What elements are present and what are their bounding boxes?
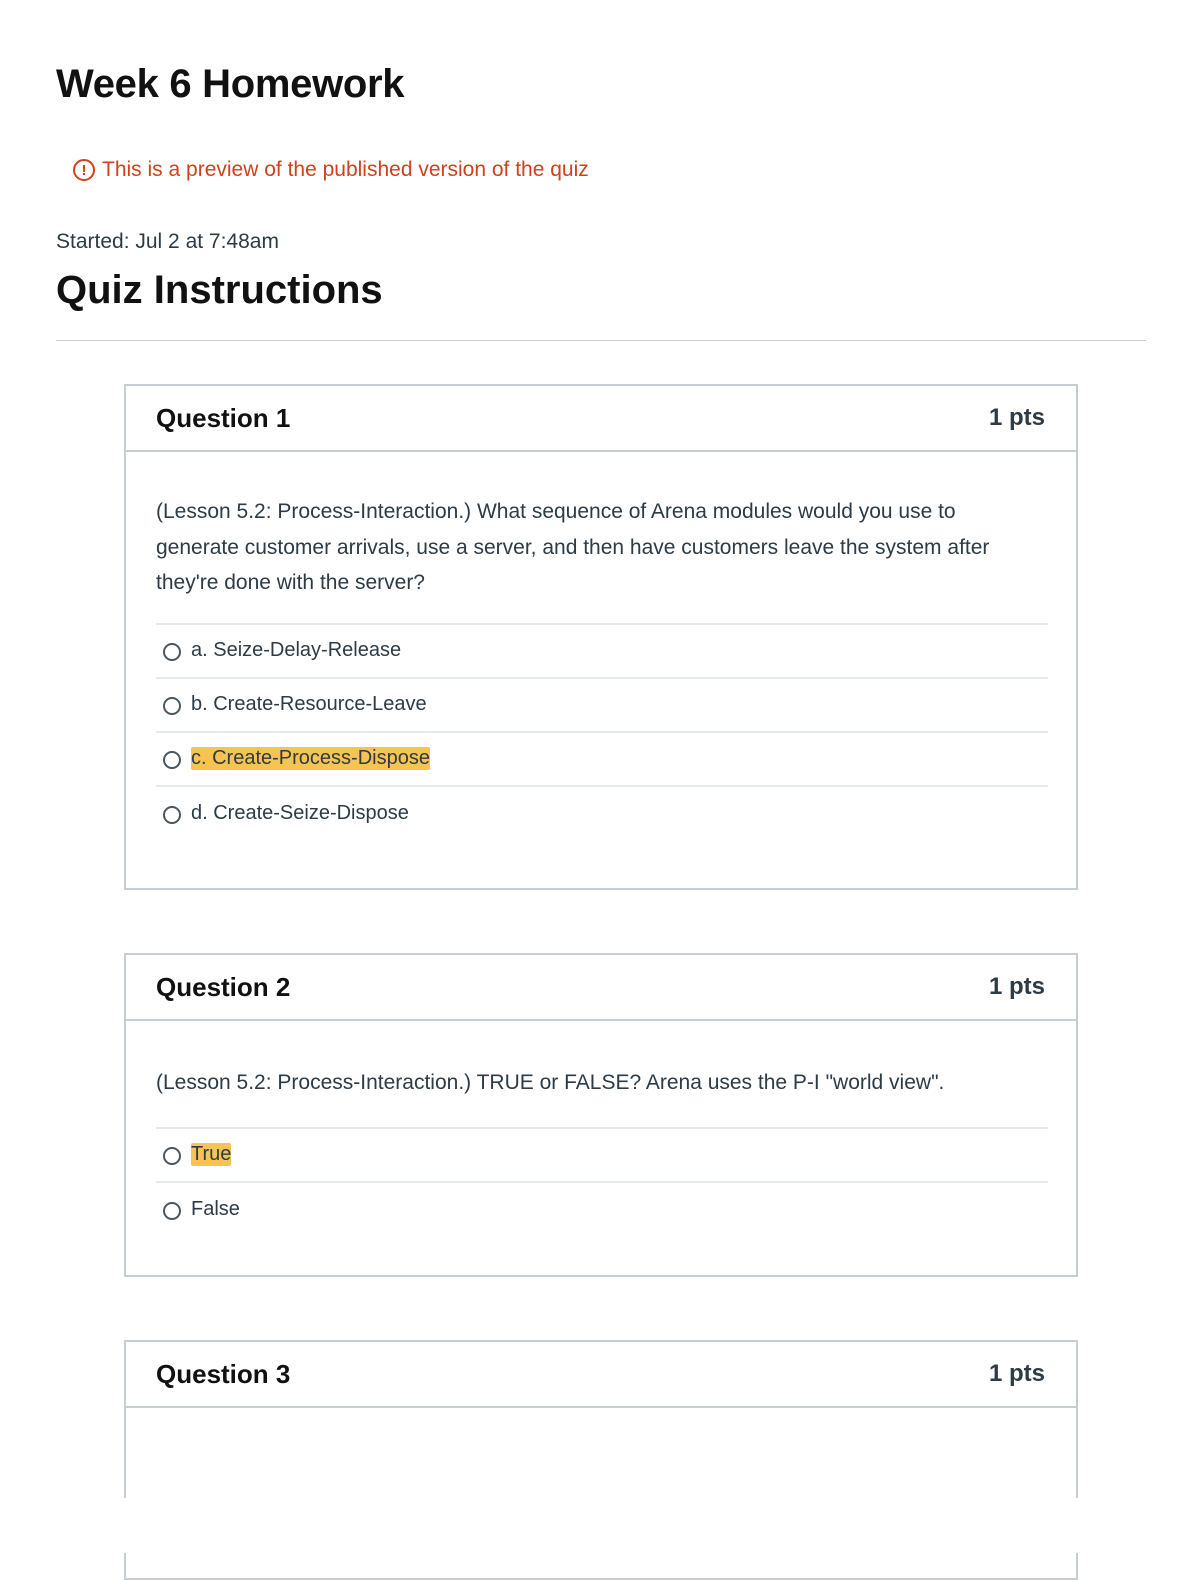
answer-list bbox=[156, 623, 1048, 841]
radio-button-icon[interactable] bbox=[163, 1147, 181, 1165]
question-points: 1 pts bbox=[988, 404, 1045, 431]
answer-option-false[interactable] bbox=[156, 1183, 1048, 1237]
question-body bbox=[126, 452, 1076, 841]
started-timestamp: Started: Jul 2 at 7:48am bbox=[56, 230, 279, 253]
answer-option-a[interactable] bbox=[156, 625, 1048, 679]
answer-label: b. Create-Resource-Leave bbox=[191, 693, 427, 715]
question-header bbox=[126, 1342, 1076, 1408]
answer-option-c[interactable] bbox=[156, 733, 1048, 787]
question-points: 1 pts bbox=[988, 973, 1045, 1000]
preview-notice-text: This is a preview of the published version of the quiz bbox=[102, 158, 589, 181]
question-points: 1 pts bbox=[988, 1360, 1045, 1387]
answer-label-highlighted: c. Create-Process-Dispose bbox=[191, 747, 430, 769]
question-2 bbox=[124, 953, 1078, 1277]
alert-circle-icon: ! bbox=[73, 159, 95, 181]
radio-button-icon[interactable] bbox=[163, 697, 181, 715]
answer-label-highlighted: True bbox=[191, 1143, 232, 1165]
radio-button-icon[interactable] bbox=[163, 643, 181, 661]
divider bbox=[56, 340, 1146, 341]
question-header bbox=[126, 955, 1076, 1021]
answer-option-true[interactable] bbox=[156, 1129, 1048, 1183]
question-text: (Lesson 5.2: Process-Interaction.) TRUE or FALSE? Arena uses the P-I "world view". bbox=[156, 1071, 945, 1094]
answer-label: d. Create-Seize-Dispose bbox=[191, 802, 409, 824]
question-title: Question 2 bbox=[156, 971, 291, 1002]
question-header bbox=[126, 386, 1076, 452]
answer-label: False bbox=[191, 1198, 240, 1220]
answer-option-d[interactable] bbox=[156, 787, 1048, 841]
question-body bbox=[126, 1021, 1076, 1237]
answer-list bbox=[156, 1127, 1048, 1237]
question-title: Question 3 bbox=[156, 1358, 291, 1389]
page-bottom-margin bbox=[0, 1498, 1200, 1553]
answer-label: a. Seize-Delay-Release bbox=[191, 639, 402, 661]
question-text: (Lesson 5.2: Process-Interaction.) What sequence of Arena modules would you use to generate customer arrivals, use a server, and then have customers leave the system after they're done with the server? bbox=[156, 500, 990, 594]
page-title: Week 6 Homework bbox=[56, 62, 405, 106]
preview-notice bbox=[73, 158, 589, 182]
question-1 bbox=[124, 384, 1078, 890]
radio-button-icon[interactable] bbox=[163, 1202, 181, 1220]
quiz-instructions-heading: Quiz Instructions bbox=[56, 268, 383, 312]
radio-button-icon[interactable] bbox=[163, 751, 181, 769]
radio-button-icon[interactable] bbox=[163, 806, 181, 824]
answer-option-b[interactable] bbox=[156, 679, 1048, 733]
question-title: Question 1 bbox=[156, 402, 291, 433]
